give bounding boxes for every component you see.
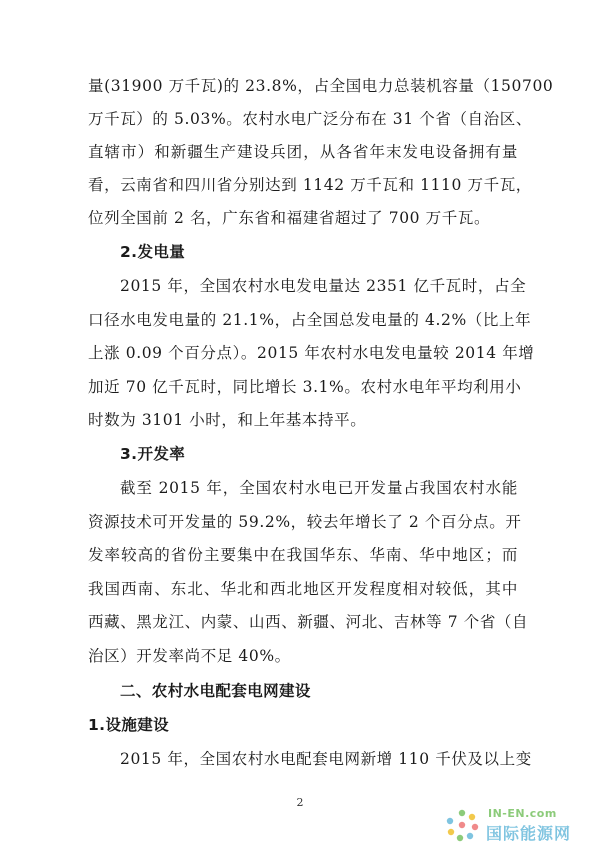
- body-line: 量(31900 万千瓦)的 23.8%，占全国电力总装机容量（150700: [88, 77, 554, 95]
- chapter-heading: 二、农村水电配套电网建设: [120, 682, 311, 700]
- watermark-brand-en: IN-EN.com: [488, 807, 557, 820]
- page-number: 2: [296, 796, 304, 809]
- body-line: 直辖市）和新疆生产建设兵团，从各省年末发电设备拥有量: [88, 143, 518, 161]
- watermark-logo: [442, 801, 592, 847]
- section-heading: 3.开发率: [120, 445, 186, 463]
- body-line: 2015 年，全国农村水电配套电网新增 110 千伏及以上变: [120, 750, 532, 768]
- body-line: 治区）开发率尚不足 40%。: [88, 647, 291, 665]
- section-heading: 2.发电量: [120, 243, 186, 261]
- body-line: 口径水电发电量的 21.1%，占全国总发电量的 4.2%（比上年: [88, 311, 532, 329]
- section-heading: 1.设施建设: [88, 716, 170, 734]
- body-line: 截至 2015 年，全国农村水电已开发量占我国农村水能: [120, 479, 518, 497]
- body-line: 时数为 3101 小时，和上年基本持平。: [88, 411, 367, 429]
- body-line: 资源技术可开发量的 59.2%，较去年增长了 2 个百分点。开: [88, 513, 522, 531]
- body-line: 位列全国前 2 名，广东省和福建省超过了 700 万千瓦。: [88, 209, 491, 227]
- body-line: 发率较高的省份主要集中在我国华东、华南、华中地区；而: [88, 546, 518, 564]
- body-line: 西藏、黑龙江、内蒙、山西、新疆、河北、吉林等 7 个省（自: [88, 613, 529, 631]
- body-line: 加近 70 亿千瓦时，同比增长 3.1%。农村水电年平均利用小: [88, 378, 522, 396]
- watermark-brand-cn: 国际能源网: [486, 824, 572, 843]
- body-line: 2015 年，全国农村水电发电量达 2351 亿千瓦时，占全: [120, 277, 527, 295]
- body-line: 上涨 0.09 个百分点）。2015 年农村水电发电量较 2014 年增: [88, 344, 535, 362]
- logo-dots-icon: [442, 805, 482, 845]
- body-line: 我国西南、东北、华北和西北地区开发程度相对较低，其中: [88, 580, 518, 598]
- body-line: 万千瓦）的 5.03%。农村水电广泛分布在 31 个省（自治区、: [88, 110, 532, 128]
- body-line: 看，云南省和四川省分别达到 1142 万千瓦和 1110 万千瓦，: [88, 176, 532, 194]
